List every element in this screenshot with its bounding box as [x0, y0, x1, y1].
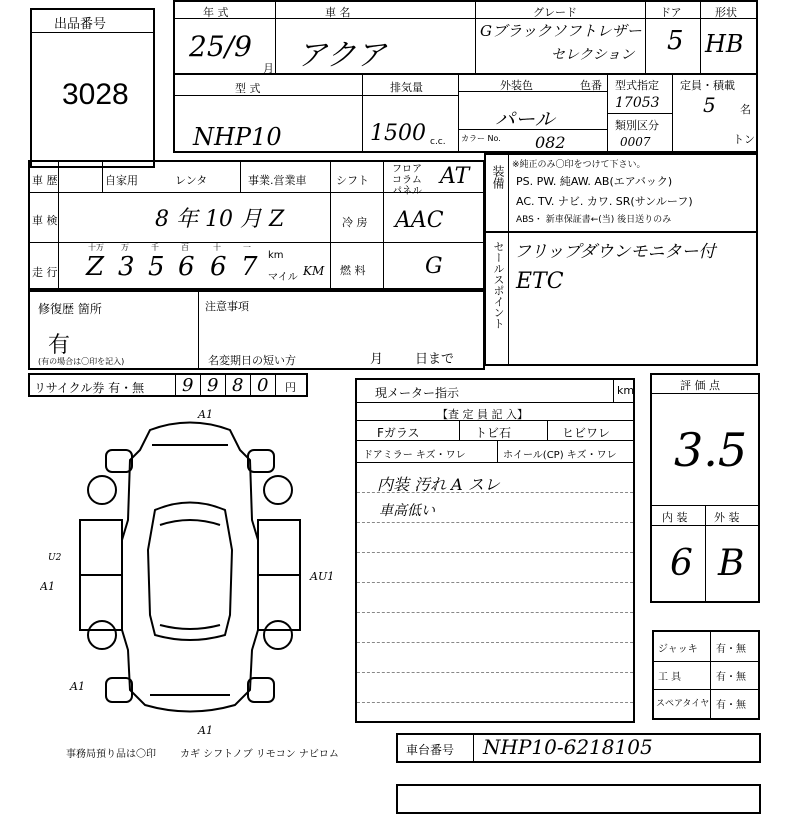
designation-value: 17053	[615, 95, 660, 111]
jack-ari-nashi: 有・無	[716, 644, 746, 655]
recycle-digit: 9	[182, 375, 194, 396]
exterior-label: 外 装	[714, 511, 740, 524]
inspection-value: 8 年 10 月 Z	[155, 207, 285, 232]
repair-box	[28, 290, 485, 370]
footer-items: カギ シフトノブ リモコン ナビロム	[180, 749, 339, 760]
damage-mark: U2	[48, 553, 62, 563]
equipment-line-1: PS. PW. 純AW. AB(エアバック)	[516, 175, 673, 188]
year-value: 25/9	[189, 30, 252, 63]
mileage-unit: 一	[243, 243, 251, 252]
tools-ari-nashi: 有・無	[716, 672, 746, 683]
color-num-label: 色番	[580, 79, 602, 92]
lot-label: 出品番号	[54, 17, 107, 32]
score-box	[650, 373, 760, 603]
repair-note: (有の場合は〇印を記入)	[38, 357, 125, 366]
damage-mark: A1	[198, 408, 213, 421]
sales-point-line-1: フリップダウンモニター付	[514, 242, 716, 262]
inspector-box	[355, 378, 635, 723]
color-code-label: カラー No.	[461, 134, 501, 143]
category-value: 0007	[620, 135, 651, 149]
grade-value-2: セレクション	[551, 47, 635, 63]
mileage-digit: 3	[118, 252, 135, 282]
mileage-digit: Z	[86, 252, 105, 282]
displacement-unit: c.c.	[430, 137, 446, 147]
recycle-digit: 8	[232, 375, 244, 396]
mileage-cells	[58, 242, 330, 288]
interior-label: 内 装	[662, 511, 688, 524]
mileage-km: km	[268, 250, 284, 261]
spare-ari-nashi: 有・無	[716, 700, 746, 711]
sales-point-line-2: ETC	[516, 269, 564, 294]
repair-value: 有	[48, 333, 71, 358]
footer-left: 事務局預り品は〇印	[66, 749, 156, 760]
designation-label: 型式指定	[615, 79, 659, 92]
color-label: 外装色	[500, 79, 533, 92]
shape-label: 形状	[715, 6, 737, 19]
meter-unit: km	[617, 384, 635, 397]
damage-mark: A1	[198, 724, 213, 737]
repair-label: 修復歴 箇所	[38, 302, 102, 316]
shift-label: シフト	[336, 174, 369, 187]
car-name-label: 車 名	[325, 6, 351, 19]
mileage-digit: 6	[178, 252, 195, 282]
category-label: 類別区分	[615, 119, 659, 132]
meter-label: 現メーター指示	[375, 386, 460, 400]
model-box	[173, 73, 758, 153]
recycle-box	[28, 373, 308, 397]
hibi-label: ヒビワレ	[562, 426, 611, 440]
ac-label: 冷 房	[342, 216, 368, 229]
grade-label: グレード	[533, 6, 577, 19]
ac-value: AAC	[395, 208, 444, 233]
door-value: 5	[667, 26, 684, 56]
displacement-value: 1500	[370, 121, 426, 146]
sales-point-label: セールスポイント	[492, 241, 505, 329]
exterior-value: B	[718, 543, 745, 584]
equipment-box	[484, 153, 758, 233]
tools-box	[652, 630, 760, 720]
car-diagram	[40, 400, 340, 740]
year-month-suffix: 月	[263, 62, 274, 75]
damage-mark: A1	[40, 580, 55, 593]
mileage-unit: 十万	[88, 243, 104, 252]
inspector-note-2: 車高低い	[379, 503, 435, 519]
business-label: 事業.営業車	[248, 174, 307, 187]
lot-number: 3028	[62, 78, 129, 111]
recycle-digit: 0	[257, 375, 269, 396]
equipment-note: ※純正のみ〇印をつけて下さい。	[512, 160, 646, 170]
model-label: 型 式	[235, 82, 261, 95]
fuel-value: G	[425, 254, 443, 279]
capacity-value: 5	[703, 93, 716, 117]
mileage-unit: 千	[151, 243, 159, 252]
capacity-label: 定員・積載	[680, 79, 735, 92]
equipment-line-2: AC. TV. ナビ. カワ. SR(サンルーフ)	[516, 195, 693, 208]
interior-value: 6	[670, 543, 693, 584]
lot-box	[30, 8, 155, 168]
wheel-label: ホイール(CP) キズ・ワレ	[503, 450, 617, 461]
score-label: 評 価 点	[680, 379, 720, 392]
mileage-unit: 百	[181, 243, 189, 252]
history-label: 車 歴	[32, 174, 58, 187]
color-value: パール	[495, 107, 555, 131]
shape-value: HB	[705, 30, 744, 58]
mileage-digit: 7	[241, 252, 258, 282]
private-use-label: 自家用	[105, 174, 138, 187]
displacement-label: 排気量	[390, 81, 423, 94]
tools-label: 工 具	[658, 672, 682, 683]
day-label: 日まで	[415, 352, 455, 367]
mileage-unit: 万	[121, 243, 129, 252]
inspector-label: 【査 定 員 記 入】	[437, 408, 528, 421]
bottom-box	[396, 784, 761, 814]
mileage-mark: KM	[303, 264, 325, 278]
shift-opt-panel: パネル	[392, 186, 422, 197]
model-value: NHP10	[193, 123, 282, 151]
color-code-value: 082	[535, 133, 566, 152]
recycle-digit: 9	[207, 375, 219, 396]
recycle-yen: 円	[285, 381, 296, 394]
equipment-line-3: ABS・ 新車保証書←(当) 後日送りのみ	[516, 215, 672, 225]
rental-label: レンタ	[175, 174, 208, 187]
mileage-digit: 5	[148, 252, 165, 282]
header-box	[173, 0, 758, 75]
shift-value: AT	[440, 164, 470, 189]
spare-label: スペアタイヤ	[656, 699, 710, 709]
equipment-label: 装備	[491, 165, 505, 189]
fuel-label: 燃 料	[340, 264, 366, 277]
damage-mark: A1	[70, 680, 85, 693]
car-name-value: アクア	[297, 38, 387, 73]
tobi-label: トビ石	[475, 426, 512, 440]
history-box	[28, 160, 485, 290]
inspector-note-1: 内装 汚れ A スレ	[377, 475, 500, 494]
mileage-mile: マイル	[268, 272, 298, 283]
year-label: 年 式	[203, 6, 229, 19]
door-label: ドア	[660, 6, 682, 19]
ton-unit: トン	[733, 133, 755, 146]
sales-point-box	[484, 231, 758, 366]
chassis-label: 車台番号	[406, 743, 455, 757]
capacity-unit: 名	[740, 103, 751, 116]
damage-mark: AU1	[310, 570, 335, 583]
recycle-label: リサイクル券 有・無	[34, 381, 145, 395]
mirror-label: ドアミラー キズ・ワレ	[363, 450, 466, 461]
chassis-value: NHP10-6218105	[483, 735, 653, 759]
shift-opt-floor: フロア	[392, 164, 422, 175]
chassis-box	[396, 733, 761, 763]
score-value: 3.5	[674, 423, 748, 477]
mileage-label: 走 行	[32, 266, 58, 279]
jack-label: ジャッキ	[658, 644, 698, 655]
fglass-label: Fガラス	[377, 426, 420, 440]
inspection-label: 車 検	[32, 214, 58, 227]
mileage-digit: 6	[210, 252, 227, 282]
grade-value-1: Gブラックソフトレザー	[480, 22, 642, 40]
month-label: 月	[370, 352, 384, 367]
shift-opt-column: コラム	[392, 175, 422, 186]
caution-label: 注意事項	[205, 300, 249, 313]
name-change-label: 名変期日の短い方	[208, 354, 296, 367]
mileage-unit: 十	[213, 243, 221, 252]
